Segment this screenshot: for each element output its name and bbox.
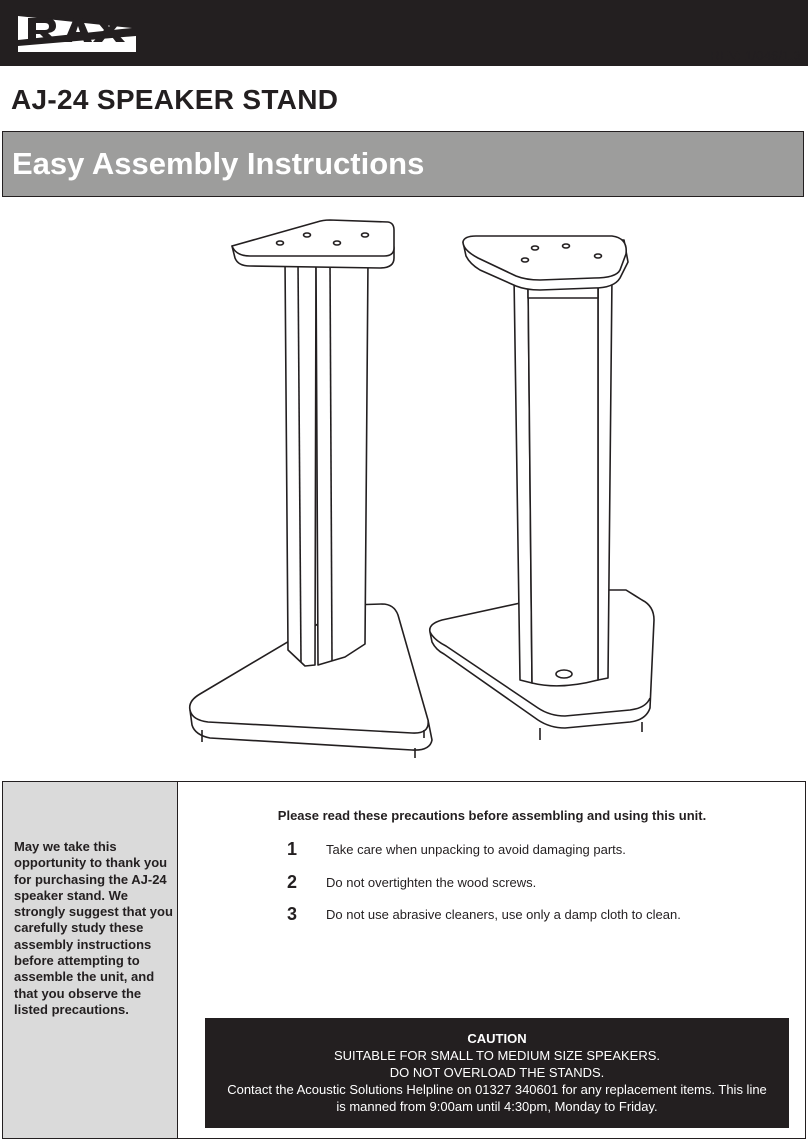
precautions-title: Please read these precautions before assembling and using this unit.	[277, 808, 707, 823]
precaution-number: 2	[287, 872, 298, 892]
precaution-text: Do not use abrasive cleaners, use only a damp cloth to clean.	[326, 907, 681, 922]
caution-box	[205, 1018, 789, 1128]
precaution-item	[283, 839, 783, 863]
caution-line: SUITABLE FOR SMALL TO MEDIUM SIZE SPEAKERS.	[333, 1048, 661, 1063]
caution-line: DO NOT OVERLOAD THE STANDS.	[389, 1065, 605, 1080]
speaker-stand-pair-illustration	[180, 210, 660, 760]
rax-logo-icon	[12, 6, 140, 60]
caution-title: CAUTION	[467, 1031, 527, 1046]
header-bar	[0, 0, 808, 66]
revision-label: REV: 1/046/1.3	[710, 48, 801, 63]
intro-text: May we take this opportunity to thank you for purchasing the AJ-24 speaker stand. We strongly suggest that you carefully study these assembly instructions before attempting to assemble the unit, and that you observe the listed precautions.	[14, 839, 173, 1017]
precaution-text: Take care when unpacking to avoid damaging parts.	[326, 842, 626, 857]
precaution-item	[283, 872, 783, 896]
precaution-item	[283, 904, 783, 928]
intro-sidebar	[3, 782, 178, 1138]
caution-helpline-hours: is manned from 9:00am until 4:30pm, Monday to Friday.	[336, 1099, 658, 1114]
precautions-panel	[2, 781, 806, 1139]
page-title: AJ-24 SPEAKER STAND	[11, 84, 339, 115]
banner-text: Easy Assembly Instructions	[12, 146, 425, 181]
precaution-number: 3	[287, 904, 298, 924]
instructions-banner	[2, 131, 804, 197]
precaution-text: Do not overtighten the wood screws.	[326, 875, 537, 890]
caution-helpline: Contact the Acoustic Solutions Helpline on 01327 340601 for any replacement items. This line	[227, 1082, 767, 1097]
precaution-number: 1	[287, 839, 298, 859]
